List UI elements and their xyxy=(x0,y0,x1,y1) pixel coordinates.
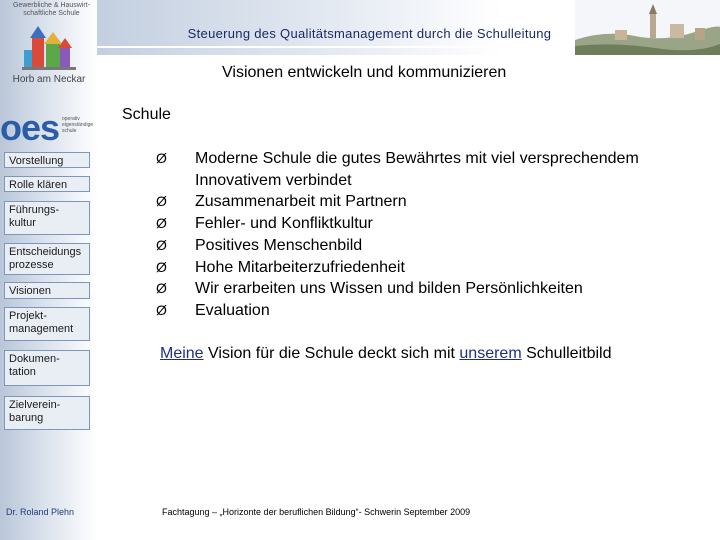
arrow-bullet-icon: Ø xyxy=(156,193,167,210)
sidebar-item-entscheidungsprozesse[interactable]: Entscheidungs prozesse xyxy=(4,243,90,275)
sidebar-item-vorstellung[interactable]: Vorstellung xyxy=(4,152,90,168)
list-item: Ø Hohe Mitarbeiterzufriedenheit xyxy=(150,257,710,279)
page-title: Steuerung des Qualitätsmanagement durch die Schulleitung xyxy=(187,26,552,41)
houses-icon xyxy=(22,20,78,72)
vision-emphasis-meine: Meine xyxy=(160,345,204,362)
list-item: Ø Evaluation xyxy=(150,300,710,322)
sidebar-item-dokumentation[interactable]: Dokumen- tation xyxy=(4,350,90,386)
slide-subtitle: Visionen entwickeln und kommunizieren xyxy=(222,64,507,81)
oes-logo: oes xyxy=(0,107,60,148)
sidebar-item-fuehrungskultur[interactable]: Führungs- kultur xyxy=(4,201,90,235)
town-name: Horb am Neckar xyxy=(12,74,86,85)
arrow-bullet-icon: Ø xyxy=(156,150,167,166)
bullet-list xyxy=(150,148,710,322)
vision-statement: Meine Vision für die Schule deckt sich mit unserem Schulleitbild xyxy=(160,345,612,362)
list-item: Ø Zusammenarbeit mit Partnern xyxy=(150,191,710,213)
section-heading: Schule xyxy=(122,106,171,123)
list-item: Ø Wir erarbeiten uns Wissen und bilden Persönlichkeiten xyxy=(150,278,710,300)
arrow-bullet-icon: Ø xyxy=(156,236,167,253)
sidebar-item-rolle-klaeren[interactable]: Rolle klären xyxy=(4,176,90,192)
list-item: Ø Positives Menschenbild xyxy=(150,235,710,257)
arrow-bullet-icon: Ø xyxy=(156,301,167,318)
school-name: Gewerbliche & Hauswirt-schaftliche Schule xyxy=(12,2,91,17)
sidebar-item-projektmanagement[interactable]: Projekt- management xyxy=(4,307,90,341)
sidebar-item-visionen[interactable]: Visionen xyxy=(4,282,90,299)
vision-emphasis-unserem: unserem xyxy=(459,345,522,362)
arrow-bullet-icon: Ø xyxy=(156,258,167,275)
sidebar-item-zielvereinbarung[interactable]: Zielverein- barung xyxy=(4,396,90,430)
footer-text: Fachtagung – „Horizonte der beruflichen Bildung“- Schwerin September 2009 xyxy=(162,507,471,517)
arrow-bullet-icon: Ø xyxy=(156,280,167,297)
author-name: Dr. Roland Plehn xyxy=(6,507,75,517)
town-photo xyxy=(575,0,720,55)
school-logo xyxy=(0,0,97,96)
list-item: Ø Moderne Schule die gutes Bewährtes mit viel versprechendem Innovativem verbindet xyxy=(156,150,639,189)
list-item: Ø Fehler- und Konfliktkultur xyxy=(150,213,710,235)
arrow-bullet-icon: Ø xyxy=(156,215,167,232)
header-divider xyxy=(97,46,577,48)
oes-logo-subtext: operativ eigenständige schule xyxy=(62,116,94,134)
